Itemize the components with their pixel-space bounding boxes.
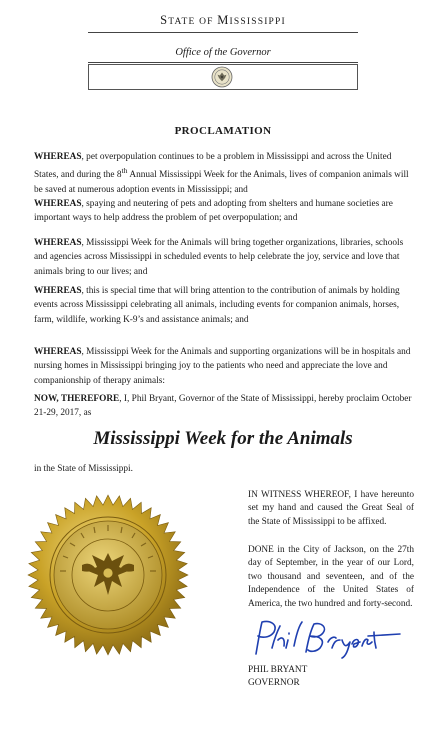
paragraph-text: , Mississippi Week for the Animals and supporting organizations will be in hospitals and nursing homes in Mississippi bringing joy to the patients who need and appreciate the love and companionship of therapy animals: <box>34 347 411 386</box>
whereas-lead: WHEREAS <box>34 238 82 248</box>
paragraph-text: , pet overpopulation continues to be a problem in Mississippi and across the United States, and during the 8 <box>34 152 392 181</box>
signer-name: PHIL BRYANT <box>248 665 308 675</box>
whereas-paragraph-4 <box>34 284 414 327</box>
whereas-lead: WHEREAS <box>34 347 82 357</box>
signer-block <box>248 664 307 691</box>
state-rest: TATE OF <box>168 17 218 27</box>
done-paragraph: DONE in the City of Jackson, on the 27th day of September, in the year of our Lord, two thousand and seventeen, and of the Independence of the United States of America, the two hundred and forty-second. <box>248 545 414 609</box>
whereas-paragraph-5 <box>34 345 414 388</box>
paragraph-text: Annual Mississippi Week for the Animals, lives of companion animals will be saved at numerous adoption events in Mississippi; and <box>34 170 409 195</box>
state-initial: S <box>160 13 169 27</box>
paragraph-text: , I, Phil Bryant, Governor of the State of Mississippi, hereby proclaim October 21-29, 2017, as <box>34 394 412 419</box>
feature-title: Mississippi Week for the Animals <box>93 428 353 449</box>
letterhead-rule-bottom <box>88 62 358 63</box>
whereas-lead: WHEREAS <box>34 152 82 162</box>
proclamation-title: PROCLAMATION <box>174 125 272 137</box>
state-name-rest: ISSISSIPPI <box>229 17 286 27</box>
now-therefore-paragraph <box>34 392 414 421</box>
witness-paragraph: IN WITNESS WHEREOF, I have hereunto set my hand and caused the Great Seal of the State of Mississippi to be affixed. <box>248 490 414 527</box>
paragraph-text: , spaying and neutering of pets and adopting from shelters and humane societies are important ways to help address the problem of pet overpopulation; and <box>34 199 393 224</box>
whereas-paragraph-3 <box>34 236 414 279</box>
state-line: in the State of Mississippi. <box>34 464 133 474</box>
great-seal-icon <box>24 491 192 659</box>
paragraph-text: , this is special time that will bring attention to the contribution of animals by holding events across Mississippi celebrating all animals, including events for companion animals, horses, farm, wildlife, working K-9’s and assistance animals; and <box>34 286 400 325</box>
paragraph-text: , Mississippi Week for the Animals will bring together organizations, libraries, schools and agencies across Mississippi in scheduled events to help celebrate the joy, service and love that animals bring to our lives; and <box>34 238 404 277</box>
now-therefore-lead: NOW, THEREFORE <box>34 394 120 404</box>
letterhead-rule-top <box>88 32 358 33</box>
letterhead-seal-box <box>88 64 358 90</box>
whereas-paragraph-1 <box>34 150 414 197</box>
whereas-lead: WHEREAS <box>34 199 82 209</box>
signer-title: GOVERNOR <box>248 678 300 689</box>
state-seal-icon <box>211 66 233 88</box>
letterhead-office: Office of the Governor <box>175 47 271 58</box>
whereas-paragraph-2 <box>34 197 414 226</box>
letterhead-state <box>0 13 446 28</box>
signature-image <box>248 618 408 660</box>
state-name-initial: M <box>217 13 230 27</box>
ordinal-suffix: th <box>121 166 128 176</box>
whereas-lead: WHEREAS <box>34 286 82 296</box>
